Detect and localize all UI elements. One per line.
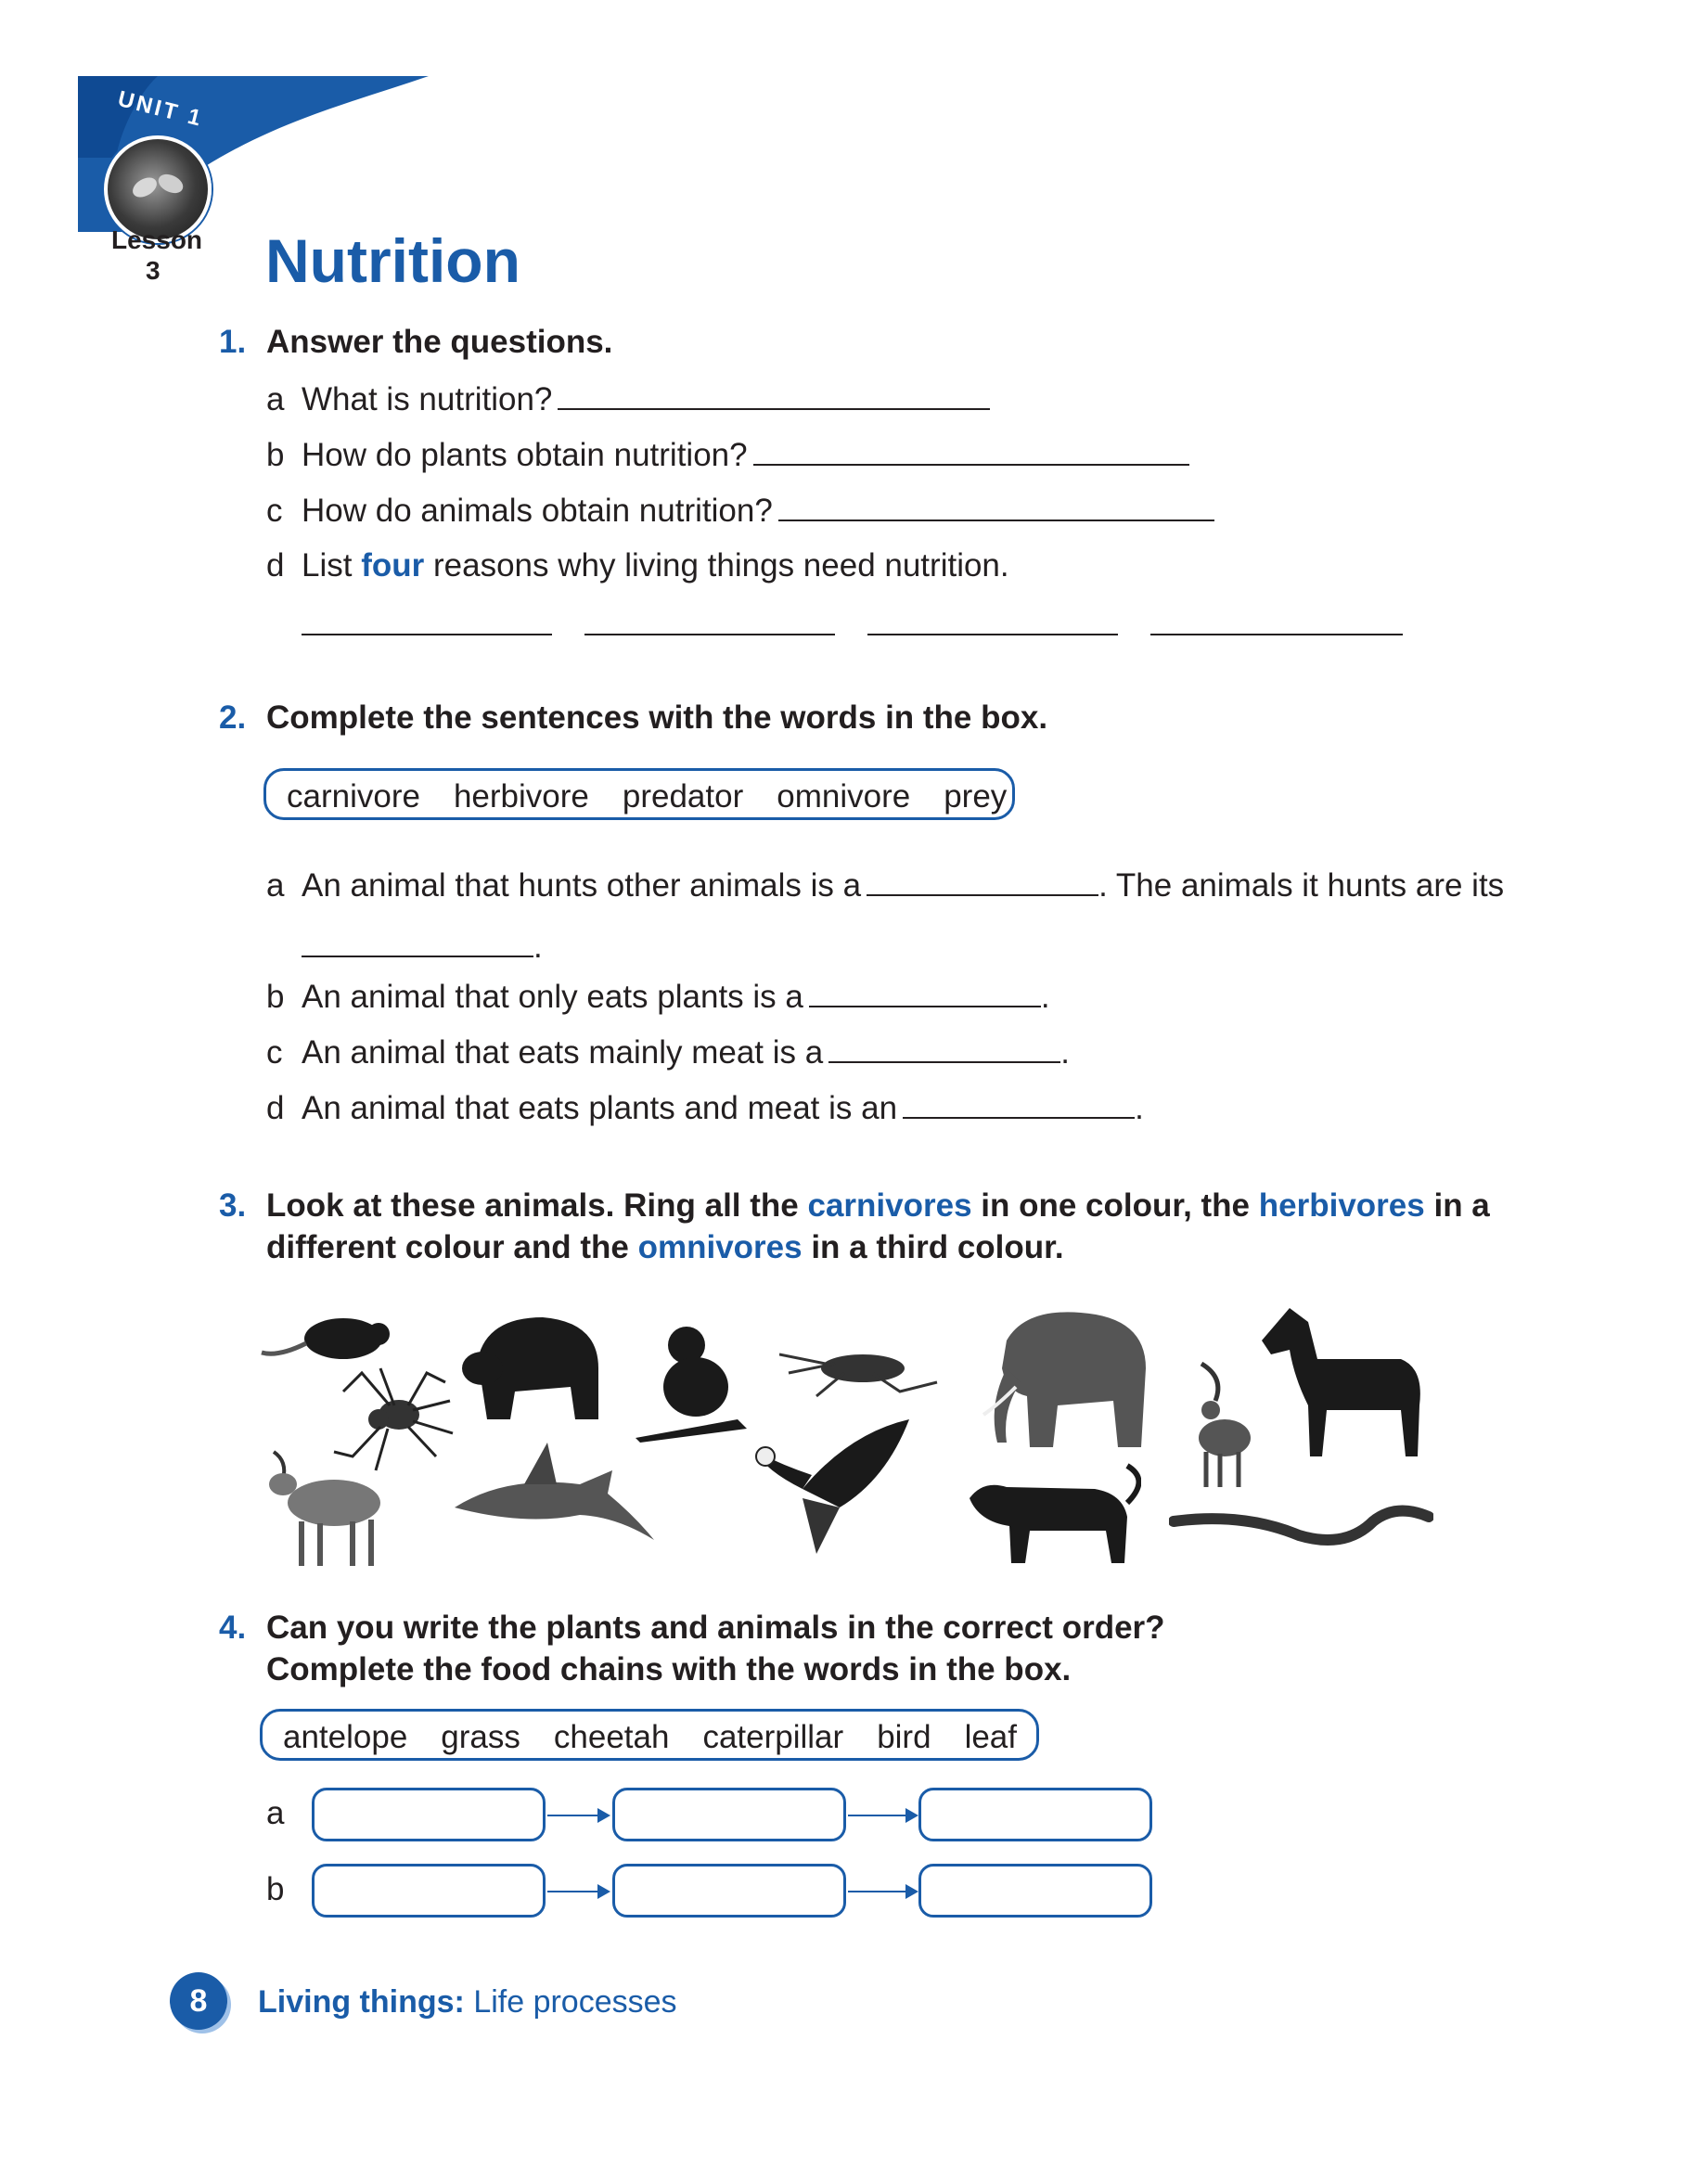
answer-blank[interactable] (778, 492, 1214, 521)
q2-item-a-continued: . (302, 928, 543, 966)
chain-a-box-2[interactable] (612, 1788, 846, 1841)
word-leaf: leaf (964, 1719, 1017, 1755)
answer-blank[interactable] (867, 866, 1098, 896)
chain-arrow (547, 1891, 609, 1892)
q1-item-d: d List four reasons why living things need nutrition. (266, 547, 1009, 584)
word-caterpillar: caterpillar (702, 1719, 844, 1755)
word-bird: bird (877, 1719, 931, 1755)
chain-arrow (848, 1815, 917, 1816)
lesson-number: 3 (146, 256, 161, 285)
reason-blank-1[interactable] (302, 634, 552, 635)
page-number: 8 (189, 1983, 208, 2019)
elephant-image[interactable] (970, 1303, 1155, 1452)
chain-arrow (848, 1891, 917, 1892)
word-carnivore: carnivore (287, 778, 420, 815)
cricket-image[interactable] (779, 1336, 946, 1401)
q2-number: 2. (219, 699, 247, 736)
page-title: Nutrition (265, 226, 520, 295)
ibex-image[interactable] (1188, 1359, 1262, 1489)
answer-blank[interactable] (558, 380, 990, 410)
q3-number: 3. (219, 1187, 247, 1224)
answer-blank[interactable] (753, 436, 1189, 466)
unit-label: UNIT 1 (115, 86, 207, 132)
q1-item-a: a What is nutrition? (266, 380, 990, 418)
q3-instruction-line-2: different colour and the omnivores in a third colour. (266, 1229, 1064, 1265)
q1-item-c: c How do animals obtain nutrition? (266, 492, 1214, 530)
snake-image[interactable] (1169, 1503, 1433, 1549)
word-predator: predator (622, 778, 744, 815)
chain-a-letter: a (266, 1795, 285, 1831)
q4-number: 4. (219, 1610, 247, 1646)
q4-instruction-line-1: Can you write the plants and animals in the correct order? (266, 1610, 1165, 1646)
shark-image[interactable] (450, 1433, 659, 1545)
q2-item-d: d An animal that eats plants and meat is an . (266, 1090, 1144, 1126)
chimpanzee-image[interactable] (636, 1322, 756, 1443)
footer-section: Living things: Life processes (258, 1984, 677, 2020)
q4-instruction-line-2: Complete the food chains with the words in the box. (266, 1651, 1072, 1687)
answer-blank[interactable] (903, 1089, 1135, 1119)
q1-instruction: Answer the questions. (266, 324, 613, 360)
word-prey: prey (944, 778, 1008, 815)
q3-instruction-line-1: Look at these animals. Ring all the carnivores in one colour, the herbivores in a (266, 1187, 1490, 1224)
rat-image[interactable] (260, 1306, 399, 1371)
chain-arrow (547, 1815, 609, 1816)
word-cheetah: cheetah (553, 1719, 670, 1755)
q2-word-box (263, 768, 1015, 820)
chain-b-box-3[interactable] (918, 1864, 1152, 1918)
answer-blank[interactable] (828, 1033, 1060, 1063)
word-omnivore: omnivore (777, 778, 911, 815)
q2-instruction: Complete the sentences with the words in the box. (266, 699, 1048, 736)
horse-image[interactable] (1252, 1303, 1429, 1461)
insect-photo-icon (108, 139, 208, 239)
reason-blank-3[interactable] (867, 634, 1118, 635)
q1-item-b: b How do plants obtain nutrition? (266, 436, 1189, 474)
goat-image[interactable] (260, 1447, 390, 1568)
q2-item-c: c An animal that eats mainly meat is a . (266, 1034, 1070, 1071)
black-panther-image[interactable] (965, 1461, 1141, 1568)
q1-number: 1. (219, 324, 247, 360)
q2-item-a: a An animal that hunts other animals is a . The animals it hunts are its (266, 867, 1505, 904)
chain-a-box-1[interactable] (312, 1788, 546, 1841)
bear-image[interactable] (459, 1303, 608, 1424)
word-antelope: antelope (283, 1719, 408, 1755)
word-grass: grass (441, 1719, 520, 1755)
chain-b-box-2[interactable] (612, 1864, 846, 1918)
chain-b-letter: b (266, 1871, 285, 1907)
word-herbivore: herbivore (453, 778, 589, 815)
chain-b-box-1[interactable] (312, 1864, 546, 1918)
eagle-image[interactable] (747, 1415, 914, 1563)
lesson-label: Lesson (111, 225, 203, 254)
q2-item-b: b An animal that only eats plants is a . (266, 979, 1050, 1015)
answer-blank[interactable] (809, 978, 1041, 1007)
page-number-badge (170, 1972, 227, 2030)
q4-word-box (260, 1709, 1039, 1761)
reason-blank-2[interactable] (584, 634, 835, 635)
chain-a-box-3[interactable] (918, 1788, 1152, 1841)
answer-blank[interactable] (302, 928, 533, 957)
reason-blank-4[interactable] (1150, 634, 1403, 635)
